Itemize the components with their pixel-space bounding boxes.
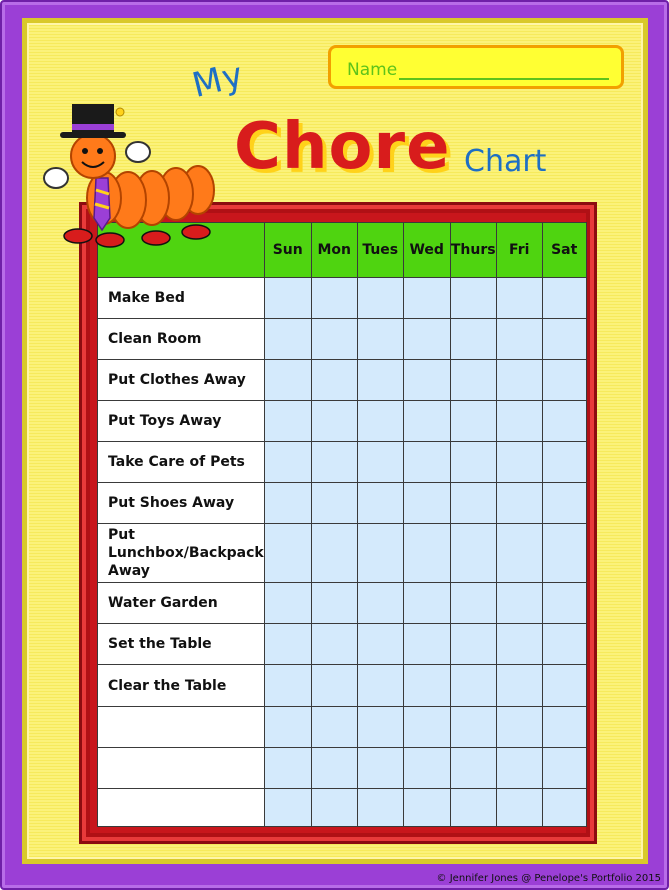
- day-check-cell[interactable]: [450, 583, 496, 624]
- day-check-cell[interactable]: [496, 748, 542, 789]
- day-check-cell[interactable]: [403, 401, 450, 442]
- day-check-cell[interactable]: [542, 624, 586, 665]
- chore-name-cell: Put Clothes Away: [98, 360, 265, 401]
- day-check-cell[interactable]: [450, 707, 496, 748]
- day-check-cell[interactable]: [450, 278, 496, 319]
- day-check-cell[interactable]: [542, 789, 586, 827]
- day-check-cell[interactable]: [264, 665, 311, 707]
- day-check-cell[interactable]: [403, 319, 450, 360]
- day-check-cell[interactable]: [357, 319, 403, 360]
- day-check-cell[interactable]: [496, 442, 542, 483]
- day-check-cell[interactable]: [542, 707, 586, 748]
- day-check-cell[interactable]: [450, 524, 496, 583]
- copyright-text: © Jennifer Jones @ Penelope's Portfolio 2015: [436, 873, 661, 884]
- day-check-cell[interactable]: [311, 789, 357, 827]
- day-check-cell[interactable]: [357, 789, 403, 827]
- chore-name-cell: [98, 789, 265, 827]
- day-check-cell[interactable]: [403, 583, 450, 624]
- day-check-cell[interactable]: [496, 707, 542, 748]
- day-header: Tues: [357, 223, 403, 278]
- day-check-cell[interactable]: [496, 583, 542, 624]
- day-check-cell[interactable]: [311, 401, 357, 442]
- day-check-cell[interactable]: [357, 583, 403, 624]
- chore-name-cell: [98, 748, 265, 789]
- day-header: Sat: [542, 223, 586, 278]
- day-check-cell[interactable]: [311, 483, 357, 524]
- title-chore: Chore: [234, 110, 451, 184]
- chore-row: [98, 789, 587, 827]
- day-check-cell[interactable]: [264, 524, 311, 583]
- name-label: Name: [347, 60, 398, 80]
- chore-name-cell: Set the Table: [98, 624, 265, 665]
- day-check-cell[interactable]: [264, 707, 311, 748]
- chore-name-cell: Clear the Table: [98, 665, 265, 707]
- day-check-cell[interactable]: [403, 748, 450, 789]
- day-check-cell[interactable]: [403, 665, 450, 707]
- chore-row: [98, 319, 587, 360]
- day-check-cell[interactable]: [542, 401, 586, 442]
- day-check-cell[interactable]: [264, 319, 311, 360]
- day-check-cell[interactable]: [403, 624, 450, 665]
- chore-name-cell: [98, 707, 265, 748]
- day-check-cell[interactable]: [311, 624, 357, 665]
- day-check-cell[interactable]: [311, 707, 357, 748]
- day-check-cell[interactable]: [450, 624, 496, 665]
- day-check-cell[interactable]: [403, 483, 450, 524]
- day-check-cell[interactable]: [403, 524, 450, 583]
- day-check-cell[interactable]: [264, 624, 311, 665]
- day-check-cell[interactable]: [357, 278, 403, 319]
- day-check-cell[interactable]: [403, 442, 450, 483]
- chore-row: [98, 401, 587, 442]
- day-check-cell[interactable]: [403, 707, 450, 748]
- day-check-cell[interactable]: [496, 278, 542, 319]
- day-check-cell[interactable]: [311, 583, 357, 624]
- day-check-cell[interactable]: [542, 483, 586, 524]
- chore-row: [98, 748, 587, 789]
- day-check-cell[interactable]: [403, 278, 450, 319]
- day-check-cell[interactable]: [450, 401, 496, 442]
- day-check-cell[interactable]: [264, 360, 311, 401]
- day-check-cell[interactable]: [496, 360, 542, 401]
- chore-name-cell: Put Shoes Away: [98, 483, 265, 524]
- chore-row: [98, 707, 587, 748]
- day-check-cell[interactable]: [450, 483, 496, 524]
- day-check-cell[interactable]: [264, 748, 311, 789]
- day-check-cell[interactable]: [450, 442, 496, 483]
- day-check-cell[interactable]: [542, 665, 586, 707]
- day-check-cell[interactable]: [311, 319, 357, 360]
- day-check-cell[interactable]: [357, 483, 403, 524]
- day-check-cell[interactable]: [311, 278, 357, 319]
- day-check-cell[interactable]: [496, 524, 542, 583]
- day-check-cell[interactable]: [542, 360, 586, 401]
- day-check-cell[interactable]: [264, 278, 311, 319]
- day-check-cell[interactable]: [496, 624, 542, 665]
- day-check-cell[interactable]: [264, 401, 311, 442]
- chore-row: [98, 583, 587, 624]
- day-check-cell[interactable]: [450, 319, 496, 360]
- day-check-cell[interactable]: [311, 442, 357, 483]
- day-check-cell[interactable]: [496, 483, 542, 524]
- day-check-cell[interactable]: [542, 442, 586, 483]
- day-check-cell[interactable]: [264, 442, 311, 483]
- chore-name-cell: Put Toys Away: [98, 401, 265, 442]
- day-check-cell[interactable]: [311, 665, 357, 707]
- day-check-cell[interactable]: [542, 319, 586, 360]
- title-my: My: [188, 54, 248, 106]
- day-check-cell[interactable]: [311, 748, 357, 789]
- day-check-cell[interactable]: [496, 319, 542, 360]
- day-check-cell[interactable]: [357, 624, 403, 665]
- day-header: Fri: [496, 223, 542, 278]
- day-check-cell[interactable]: [542, 748, 586, 789]
- day-header: Thurs: [450, 223, 496, 278]
- day-check-cell[interactable]: [357, 524, 403, 583]
- chore-row: [98, 278, 587, 319]
- day-check-cell[interactable]: [264, 789, 311, 827]
- chore-table: [97, 222, 587, 827]
- day-check-cell[interactable]: [496, 789, 542, 827]
- day-check-cell[interactable]: [357, 665, 403, 707]
- day-check-cell[interactable]: [450, 665, 496, 707]
- day-check-cell[interactable]: [496, 665, 542, 707]
- day-check-cell[interactable]: [357, 748, 403, 789]
- day-check-cell[interactable]: [496, 401, 542, 442]
- day-check-cell[interactable]: [264, 583, 311, 624]
- day-header: Mon: [311, 223, 357, 278]
- day-check-cell[interactable]: [542, 278, 586, 319]
- day-check-cell[interactable]: [357, 401, 403, 442]
- name-field[interactable]: [328, 45, 624, 89]
- chore-name-cell: Make Bed: [98, 278, 265, 319]
- name-underline: [399, 78, 609, 80]
- day-header: Wed: [403, 223, 450, 278]
- day-check-cell[interactable]: [264, 483, 311, 524]
- day-header: Sun: [264, 223, 311, 278]
- chore-name-cell: Water Garden: [98, 583, 265, 624]
- chore-row: [98, 524, 587, 583]
- day-check-cell[interactable]: [357, 707, 403, 748]
- chore-name-cell: Take Care of Pets: [98, 442, 265, 483]
- day-check-cell[interactable]: [403, 360, 450, 401]
- chore-row: [98, 624, 587, 665]
- day-check-cell[interactable]: [311, 524, 357, 583]
- caterpillar-mascot-icon: [38, 98, 228, 258]
- day-check-cell[interactable]: [311, 360, 357, 401]
- chore-row: [98, 665, 587, 707]
- day-check-cell[interactable]: [403, 789, 450, 827]
- chore-row: [98, 442, 587, 483]
- chore-name-cell: Clean Room: [98, 319, 265, 360]
- day-check-cell[interactable]: [357, 360, 403, 401]
- day-check-cell[interactable]: [542, 583, 586, 624]
- chore-name-cell: Put Lunchbox/Backpack Away: [98, 524, 265, 583]
- day-check-cell[interactable]: [450, 789, 496, 827]
- day-check-cell[interactable]: [450, 360, 496, 401]
- chore-row: [98, 360, 587, 401]
- chore-row: [98, 483, 587, 524]
- title-chart: Chart: [464, 144, 547, 179]
- day-check-cell[interactable]: [357, 442, 403, 483]
- day-check-cell[interactable]: [542, 524, 586, 583]
- day-check-cell[interactable]: [450, 748, 496, 789]
